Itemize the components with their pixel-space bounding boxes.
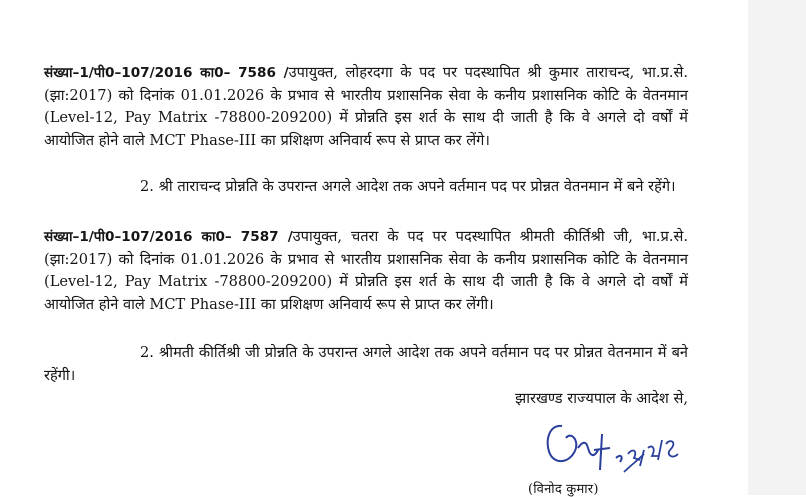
order-1-reference-number: संख्या–1/पी0–107/2016 का0– 7586 / [44,65,289,81]
order-2-reference-number: संख्या–1/पी0–107/2016 का0– 7587 / [44,229,293,245]
order-2-body: उपायुक्त, चतरा के पद पर पदस्थापित श्रीमती कीर्तिश्री जी, भा.प्र.से. (झा:2017) को दिनांक 01.01.2026 के प्रभाव से भारतीय प्रशासनिक सेवा के कनीय प्रशासनिक कोटि के वेतनमान (Level-12, Pay Matrix -78800-209200) में प्रोन्नति इस शर्त के साथ दी जाती है कि वे अगले दो वर्षों में आयोजित होने वाले MCT Phase-III का प्रशिक्षण अनिवार्य रूप से प्राप्त कर लेंगी। [44,228,688,313]
right-margin-panel [748,0,806,495]
order-2-point-2-text: 2. श्रीमती कीर्तिश्री जी प्रोन्नति के उपरान्त अगले आदेश तक अपने वर्तमान पद पर प्रोन्नत वेतनमान में बने रहेंगी। [44,344,688,384]
order-1-point-2 [44,176,688,199]
order-1-point-2-text: 2. श्री ताराचन्द प्रोन्नति के उपरान्त अगले आदेश तक अपने वर्तमान पद पर प्रोन्नत वेतनमान में बने रहेंगे। [140,178,676,195]
signatory-name: (विनोद कुमार) [528,482,599,497]
order-1-body: उपायुक्त, लोहरदगा के पद पर पदस्थापित श्री कुमार ताराचन्द, भा.प्र.से. (झा:2017) को दिनांक 01.01.2026 के प्रभाव से भारतीय प्रशासनिक सेवा के कनीय प्रशासनिक कोटि के वेतनमान (Level-12, Pay Matrix -78800-209200) में प्रोन्नति इस शर्त के साथ दी जाती है कि वे अगले दो वर्षों में आयोजित होने वाले MCT Phase-III का प्रशिक्षण अनिवार्य रूप से प्राप्त कर लेंगे। [44,64,688,149]
order-1-paragraph [44,62,688,152]
order-2-paragraph [44,226,688,316]
order-2-point-2 [44,342,688,387]
closing-line: झारखण्ड राज्यपाल के आदेश से, [515,390,688,407]
handwritten-signature [520,414,700,486]
